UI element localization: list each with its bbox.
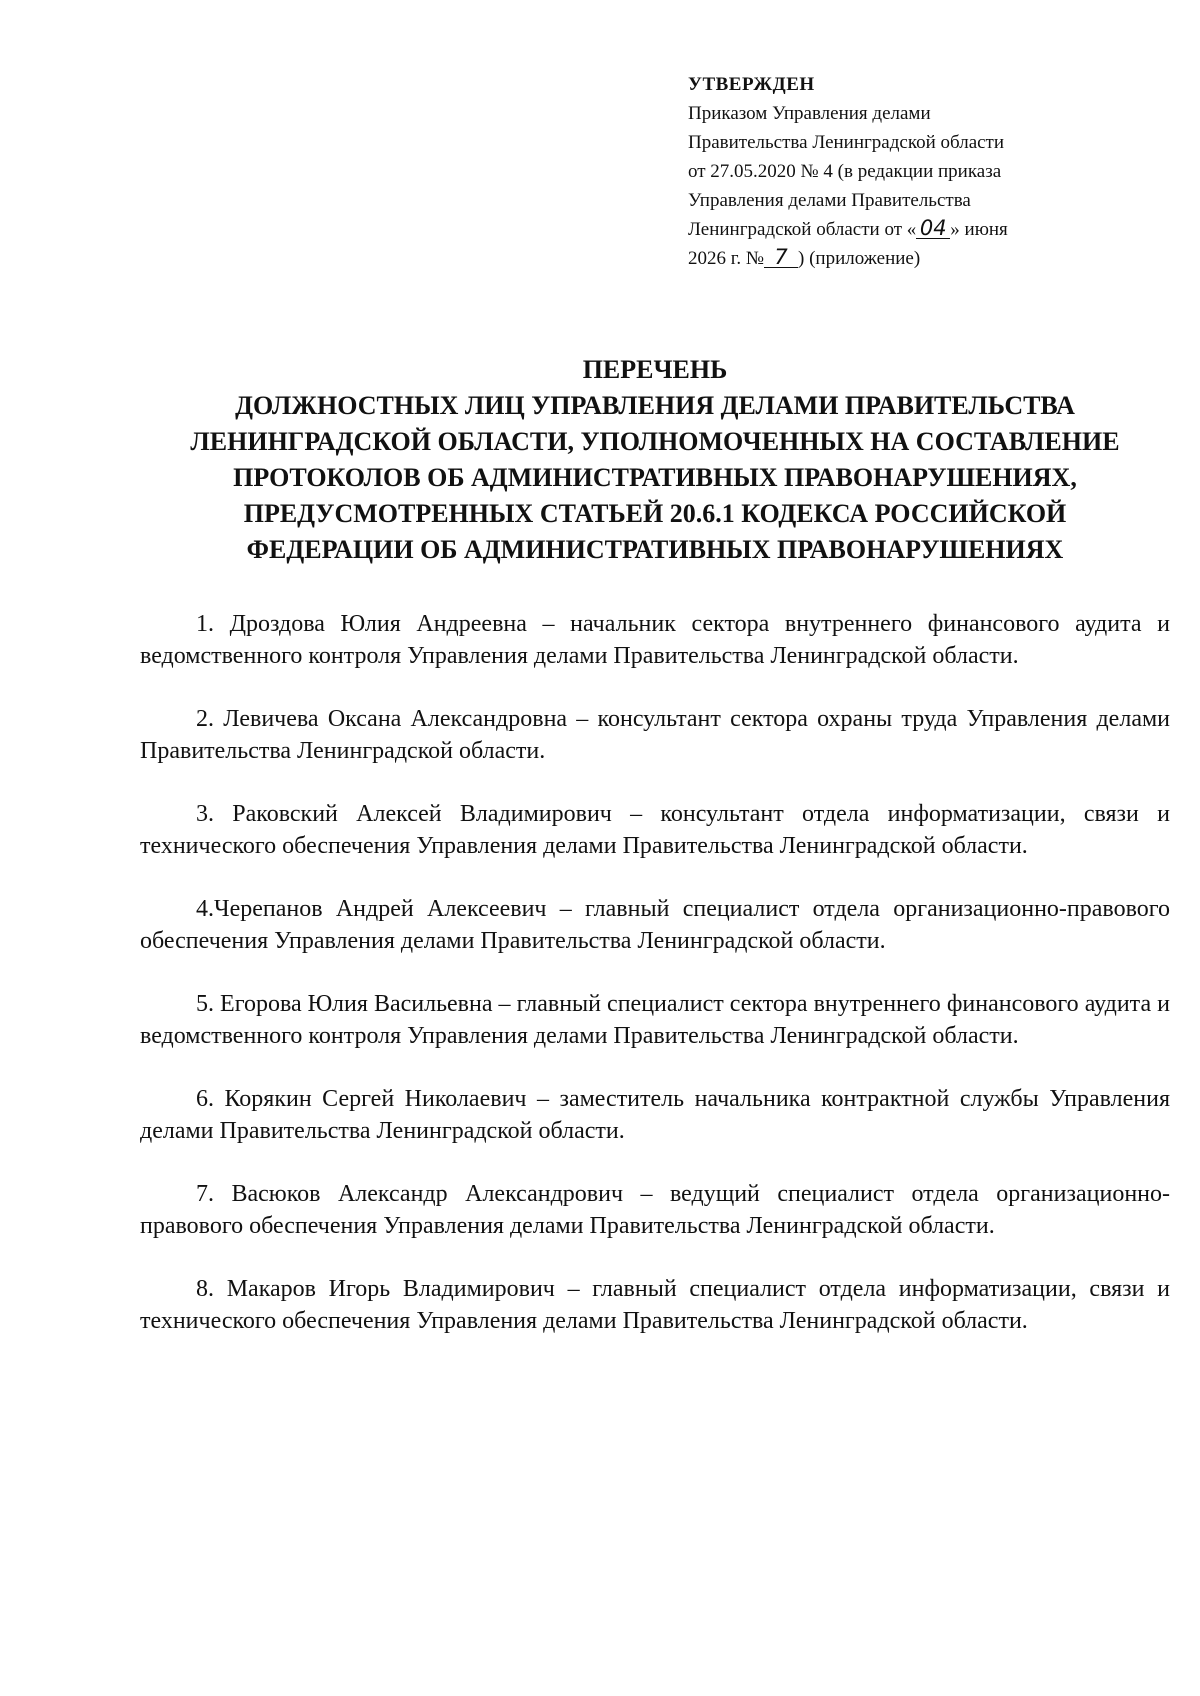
approval-number-suffix: ) (приложение) — [798, 248, 921, 269]
list-item: 4.Черепанов Андрей Алексеевич – главный специалист отдела организационно-правового обеспечения Управления делами Правительства Ленинградской области. — [140, 896, 1170, 954]
document-title — [140, 352, 1170, 568]
approval-line: Приказом Управления делами — [688, 103, 931, 124]
title-line: ПРЕДУСМОТРЕННЫХ СТАТЬЕЙ 20.6.1 КОДЕКСА РОССИЙСКОЙ — [243, 499, 1067, 528]
title-line: ПЕРЕЧЕНЬ — [582, 355, 728, 384]
approval-date-prefix: Ленинградской области от « — [688, 219, 917, 240]
approval-stamp: УТВЕРЖДЕН — [688, 74, 815, 95]
list-item: 2. Левичева Оксана Александровна – консультант сектора охраны труда Управления делами Правительства Ленинградской области. — [140, 706, 1170, 764]
list-item: 6. Корякин Сергей Николаевич – заместитель начальника контрактной службы Управления делами Правительства Ленинградской области. — [140, 1086, 1170, 1144]
approval-line: Управления делами Правительства — [688, 190, 971, 211]
approval-block — [688, 70, 1108, 273]
approval-line: от 27.05.2020 № 4 (в редакции приказа — [688, 161, 1002, 182]
list-item: 3. Раковский Алексей Владимирович – консультант отдела информатизации, связи и технического обеспечения Управления делами Правительства Ленинградской области. — [140, 801, 1170, 859]
approval-number-line — [688, 244, 1108, 273]
approval-date-suffix: » июня — [950, 219, 1008, 240]
officials-list — [140, 608, 1170, 1368]
title-line: ЛЕНИНГРАДСКОЙ ОБЛАСТИ, УПОЛНОМОЧЕННЫХ НА СОСТАВЛЕНИЕ — [190, 427, 1120, 456]
list-item: 8. Макаров Игорь Владимирович – главный специалист отдела информатизации, связи и технического обеспечения Управления делами Правительства Ленинградской области. — [140, 1276, 1170, 1334]
handwritten-day: 04 — [916, 218, 950, 239]
approval-date-line — [688, 215, 1108, 244]
list-item: 1. Дроздова Юлия Андреевна – начальник сектора внутреннего финансового аудита и ведомственного контроля Управления делами Правительства Ленинградской области. — [140, 611, 1170, 669]
title-line: ПРОТОКОЛОВ ОБ АДМИНИСТРАТИВНЫХ ПРАВОНАРУШЕНИЯХ, — [233, 463, 1077, 492]
approval-number-prefix: 2026 г. № — [688, 248, 765, 269]
list-item: 7. Васюков Александр Александрович – ведущий специалист отдела организационно-правового обеспечения Управления делами Правительства Ленинградской области. — [140, 1181, 1170, 1239]
title-line: ДОЛЖНОСТНЫХ ЛИЦ УПРАВЛЕНИЯ ДЕЛАМИ ПРАВИТЕЛЬСТВА — [235, 391, 1075, 420]
approval-line: Правительства Ленинградской области — [688, 132, 1005, 153]
title-line: ФЕДЕРАЦИИ ОБ АДМИНИСТРАТИВНЫХ ПРАВОНАРУШЕНИЯХ — [246, 535, 1064, 564]
list-item: 5. Егорова Юлия Васильевна – главный специалист сектора внутреннего финансового аудита и ведомственного контроля Управления делами Правительства Ленинградской области. — [140, 991, 1170, 1049]
handwritten-number: 7 — [764, 247, 798, 268]
